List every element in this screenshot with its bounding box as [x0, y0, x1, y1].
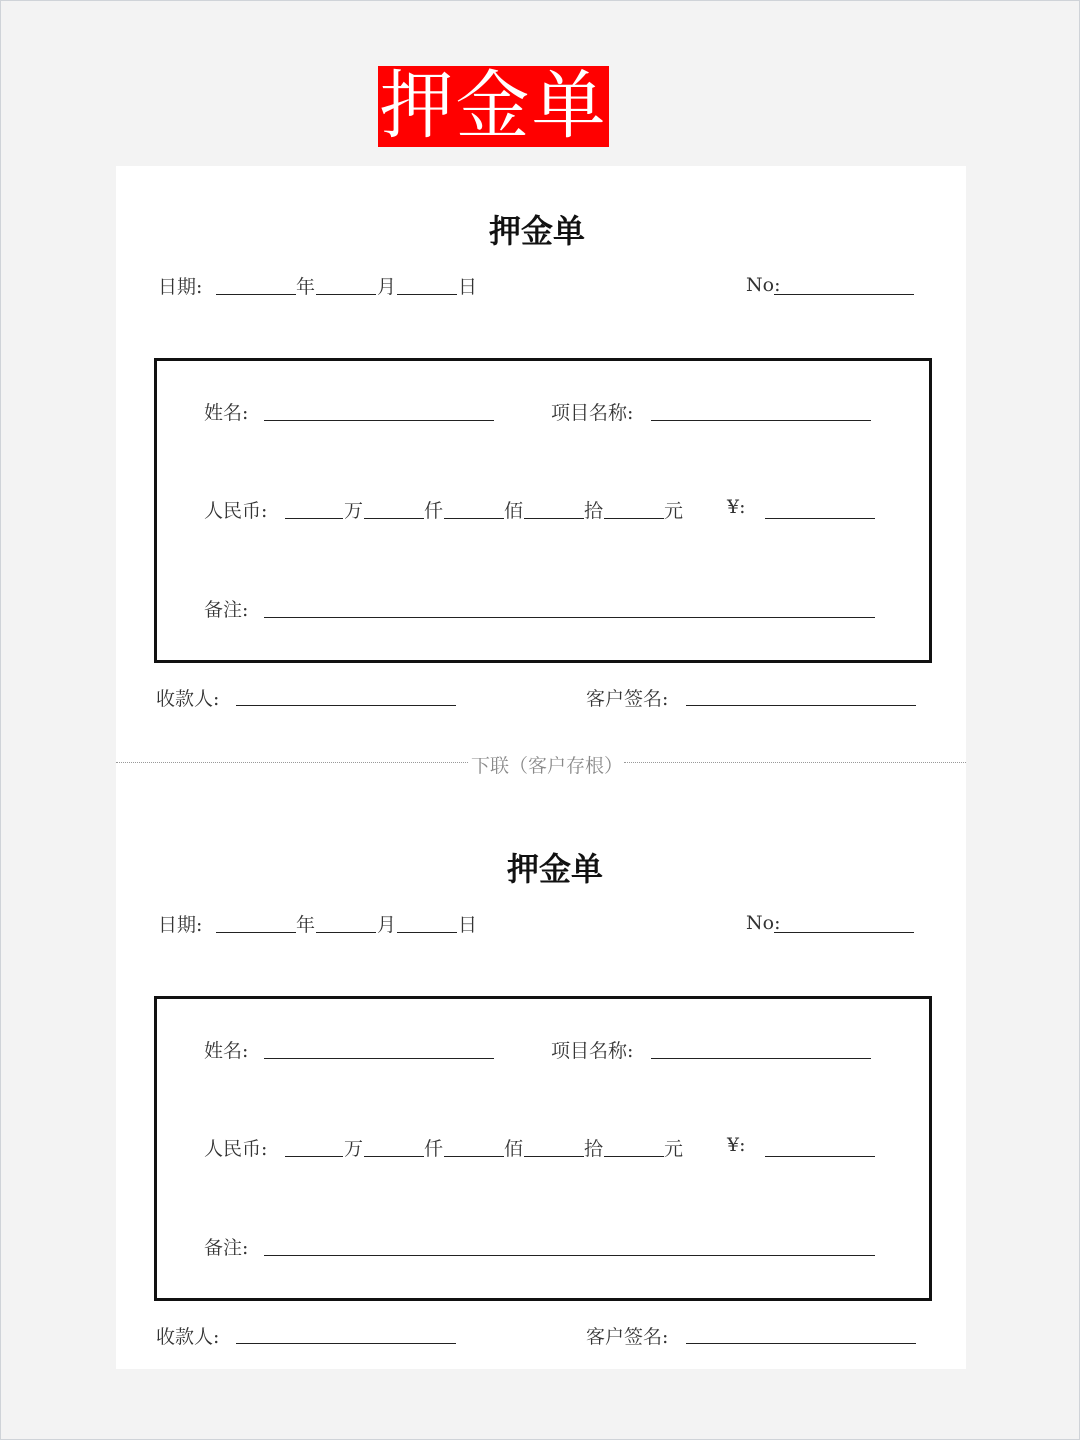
yuan-field[interactable]: [604, 1156, 664, 1157]
remark-field[interactable]: [264, 1255, 875, 1256]
divider-label: 下联（客户存根）: [471, 755, 624, 777]
day-field[interactable]: [397, 294, 457, 295]
customer-sign-field[interactable]: [686, 705, 916, 706]
lower-form: [116, 844, 966, 1364]
day-label: 日: [458, 276, 478, 298]
yuan-unit: 元: [664, 500, 684, 522]
receipt-sheet: [116, 166, 966, 1369]
wan-unit: 万: [344, 1138, 364, 1160]
project-label: 项目名称:: [551, 1040, 634, 1062]
info-box: [154, 996, 932, 1301]
customer-sign-label: 客户签名:: [586, 688, 669, 710]
remark-label: 备注:: [204, 1237, 249, 1259]
remark-field[interactable]: [264, 617, 875, 618]
bai-unit: 佰: [504, 1138, 524, 1160]
no-field[interactable]: [774, 294, 914, 295]
name-field[interactable]: [264, 1058, 494, 1059]
month-field[interactable]: [316, 932, 376, 933]
name-label: 姓名:: [204, 1040, 249, 1062]
wan-field[interactable]: [285, 518, 343, 519]
shi-field[interactable]: [524, 518, 584, 519]
no-field[interactable]: [774, 932, 914, 933]
form-title: 押金单: [506, 850, 603, 888]
bai-field[interactable]: [444, 518, 504, 519]
remark-label: 备注:: [204, 599, 249, 621]
shi-unit: 拾: [584, 500, 604, 522]
form-title: 押金单: [488, 212, 585, 250]
customer-sign-label: 客户签名:: [586, 1326, 669, 1348]
name-label: 姓名:: [204, 402, 249, 424]
date-label: 日期:: [158, 276, 203, 298]
payee-field[interactable]: [236, 1343, 456, 1344]
qian-field[interactable]: [364, 518, 424, 519]
yen-label: ¥:: [727, 1134, 746, 1156]
shi-field[interactable]: [524, 1156, 584, 1157]
upper-form: [116, 206, 966, 726]
qian-unit: 仟: [424, 1138, 444, 1160]
shi-unit: 拾: [584, 1138, 604, 1160]
yuan-field[interactable]: [604, 518, 664, 519]
no-label: No:: [746, 912, 781, 934]
customer-sign-field[interactable]: [686, 1343, 916, 1344]
qian-field[interactable]: [364, 1156, 424, 1157]
rmb-label: 人民币:: [204, 500, 268, 522]
month-label: 月: [377, 914, 397, 936]
qian-unit: 仟: [424, 500, 444, 522]
year-label: 年: [296, 276, 316, 298]
date-label: 日期:: [158, 914, 203, 936]
year-field[interactable]: [216, 932, 296, 933]
year-label: 年: [296, 914, 316, 936]
month-label: 月: [377, 276, 397, 298]
yuan-unit: 元: [664, 1138, 684, 1160]
cut-line-left: [116, 762, 468, 763]
yen-label: ¥:: [727, 496, 746, 518]
rmb-label: 人民币:: [204, 1138, 268, 1160]
project-field[interactable]: [651, 1058, 871, 1059]
yen-field[interactable]: [765, 518, 875, 519]
year-field[interactable]: [216, 294, 296, 295]
payee-label: 收款人:: [156, 1326, 220, 1348]
name-field[interactable]: [264, 420, 494, 421]
payee-label: 收款人:: [156, 688, 220, 710]
wan-unit: 万: [344, 500, 364, 522]
banner-title: 押金单: [379, 63, 608, 149]
payee-field[interactable]: [236, 705, 456, 706]
info-box: [154, 358, 932, 663]
bai-unit: 佰: [504, 500, 524, 522]
yen-field[interactable]: [765, 1156, 875, 1157]
bai-field[interactable]: [444, 1156, 504, 1157]
cut-line-right: [624, 762, 966, 763]
project-label: 项目名称:: [551, 402, 634, 424]
project-field[interactable]: [651, 420, 871, 421]
day-label: 日: [458, 914, 478, 936]
day-field[interactable]: [397, 932, 457, 933]
wan-field[interactable]: [285, 1156, 343, 1157]
month-field[interactable]: [316, 294, 376, 295]
no-label: No:: [746, 274, 781, 296]
